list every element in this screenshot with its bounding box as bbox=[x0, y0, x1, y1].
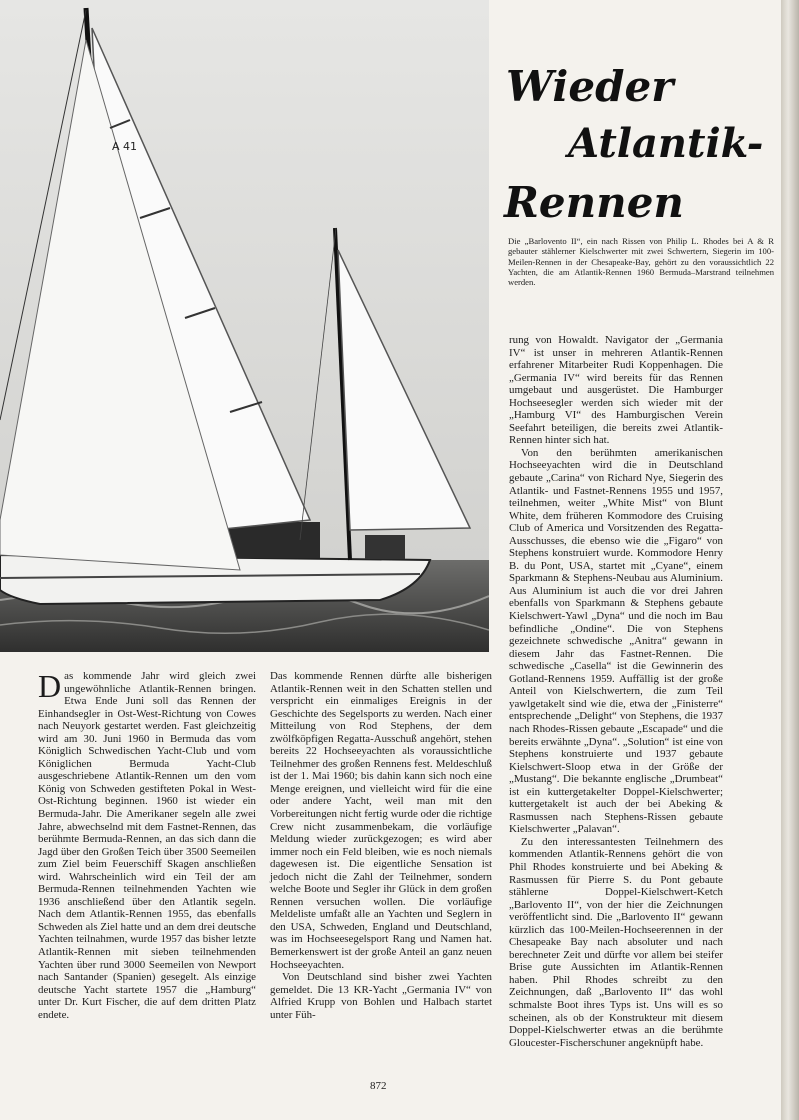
headline-line-3: Rennen bbox=[504, 178, 684, 227]
paragraph: Das kommende Jahr wird gleich zwei ungewöhnliche Atlantik-Rennen bringen. Etwa Ende Juni soll das Rennen der Einhandsegler in Ost-West-Richtung von Cowes nach Neuyork gestartet werden. Fast gleichzeitig wird am 30. Juni 1960 in Bermuda das vom Königlich Schwedischen Yacht-Club und vom Königlichen Bermuda Yacht-Club ausgeschriebene Atlantik-Rennen um den vom König von Schweden gestifteten Pokal in West-Ost-Richtung beginnen. 1960 ist wieder ein Bermuda-Jahr. Die Amerikaner segeln alle zwei Jahre, abwechselnd mit dem Fastnet-Rennen, das berühmte Bermuda-Rennen, an das sich dann die Jagd über den Großen Teich über 3500 Seemeilen zum Ziel beim Feuerschiff Skagen anschließen wird. Wahrscheinlich wird ein Teil der am Bermuda-Rennen teilnehmenden Yachten wie 1936 anschließend über den Atlantik segeln. Nach dem Atlantik-Rennen 1955, das ebenfalls Schweden als Ziel hatte und an dem drei deutsche Yachten teilnahmen, wurde 1957 das bisher letzte Atlantik-Rennen mit sieben teilnehmenden Yachten über rund 3000 Seemeilen von Newport nach Santander (Spanien) gesegelt. Als einzige deutsche Yacht startete 1957 die „Hamburg“ unter Dr. Kurt Fischer, die auf dem dritten Platz endete. bbox=[38, 668, 256, 1021]
text-column-1 bbox=[38, 670, 256, 1021]
paragraph: Von Deutschland sind bisher zwei Yachten gemeldet. Die 13 KR-Yacht „Germania IV“ von Alfried Krupp von Bohlen und Halbach startet unter Füh- bbox=[270, 971, 492, 1021]
paragraph: Von den berühmten amerikanischen Hochseeyachten wird die in Deutschland gebaute „Carina“ von Richard Nye, Siegerin des Atlantik- und Fastnet-Rennens 1955 und 1957, teilnehmen, weiter „White Mist“ von Blunt White, dem früheren Kommodore des Cruising Club of America und Vorsitzenden des Regatta-Ausschusses, die ebenso wie die „Figaro“ von Stephens konstruiert wurde. Kommodore Henry B. du Pont, USA, startet mit „Cyane“, einem Sparkmann & Stephens-Neubau aus Aluminium. Aus Aluminium ist auch die vor drei Jahren ebenfalls von Sparkmann & Stephens gebaute Kielschwert-Yawl „Dyna“ und die noch im Bau befindliche „Ondine“. Die von Stephens gezeichnete schwedische „Anitra“ gewann in diesem Jahr das Fastnet-Rennen. Die schwedische „Casella“ ist die Gewinnerin des Gotland-Rennens 1959. Auffällig ist der große Anteil von Kielschwertern, die zum Teil yawlgetakelt sind wie die, etwa der „Finisterre“ entsprechende „Delight“ von Stephens, die 1937 nach Rhodes-Rissen gebaute „Escapade“ und die bereits erwähnte „Dyna“. „Solution“ ist eine von Stephens konstruierte und 1937 gebaute Kielschwert-Sloop etwa in der Größe der „Mustang“. Die bekannte englische „Drumbeat“ ist ein kuttergetakelter Doppel-Kielschwerter; kuttergetakelt ist auch der bei Abeking & Rasmussen nach Stephens-Rissen gebaute Kielschwerter „Palavan“. bbox=[509, 446, 723, 836]
sail-number: A 41 bbox=[112, 140, 138, 153]
drop-cap: D bbox=[38, 668, 62, 704]
text-column-3 bbox=[509, 334, 723, 1049]
headline-line-2: Atlantik- bbox=[568, 120, 764, 167]
text-column-2 bbox=[270, 670, 492, 1021]
headline-line-1: Wieder bbox=[506, 62, 674, 111]
photo-caption: Die „Barlovento II“, ein nach Rissen von Philip L. Rhodes bei A & R gebauter stählerner Kielschwerter mit zwei Schwertern, Siegerin im 100-Meilen-Rennen in der Chesapeake-Bay, gehört zu den voraussichtlich 22 Yachten, die am Atlantik-Rennen 1960 Bermuda–Marstrand teilnehmen werden. bbox=[508, 236, 774, 288]
paragraph: Zu den interessantesten Teilnehmern des kommenden Atlantik-Rennens gehört die von Phil Rhodes konstruierte und bei Abeking & Rasmussen für Pierre S. du Pont gebaute stählerne Doppel-Kielschwert-Ketch „Barlovento II“, von der hier die Zeichnungen veröffentlicht sind. Die „Barlovento II“ gewann kürzlich das 100-Meilen-Hochseerennen in der Chesapeake Bay nach absoluter und nach berechneter Zeit und dürfte vor allem bei steifer Brise gute Aussichten im Atlantik-Rennen haben. Phil Rhodes schreibt zu den Zeichnungen, daß „Barlovento II“ das wohl schmalste Boot ihres Typs ist. Uns will es so scheinen, als ob der Konstrukteur mit diesem Doppel-Kielschwerter etwas an die berühmte Gloucester-Fischerschuner angeknüpft habe. bbox=[509, 835, 723, 1049]
yacht-photo bbox=[0, 0, 489, 652]
paragraph: rung von Howaldt. Navigator der „Germania IV“ ist unser in mehreren Atlantik-Rennen erfahrener Mitarbeiter Rudi Koppenhagen. Die „Germania IV“ wird bereits für das Rennen umgebaut und ausgerüstet. Die Hamburger Hochseesegler werden sich wieder mit der „Hamburg VI“ des Hamburgischen Verein Seefahrt beteiligen, die bereits zwei Atlantik-Rennen hinter sich hat. bbox=[509, 334, 723, 447]
paragraph: Das kommende Rennen dürfte alle bisherigen Atlantik-Rennen weit in den Schatten stellen und verspricht ein einmaliges Ereignis in der Geschichte des Segelsports zu werden. Nach einer Mitteilung von Rod Stephens, der dem zwölfköpfigen Regatta-Ausschuß angehört, stehen bereits 22 Hochseeyachten als voraussichtliche Teilnehmer des großen Rennens fest. Meldeschluß ist der 1. Mai 1960; bis dahin kann sich noch eine Menge ereignen, und vielleicht wird für die eine oder andere Yacht, weil man mit den Vorbereitungen nicht fertig wurde oder die richtige Crew nicht zusammenbekam, die vorläufige Meldung wieder zurückgezogen; es wird aber immer noch ein Feld bleiben, wie es noch niemals dagewesen ist. Die eigentliche Sensation ist jedoch nicht die Zahl der Teilnehmer, sondern welche Boote und Segler ihr Glück in dem großen Rennen versuchen wollen. Die vorläufige Meldeliste umfaßt alle an Yachten und Seglern in den USA, Schweden, England und Deutschland, was im Hochseesegelsport Rang und Namen hat. Bemerkenswert ist der große Anteil an ganz neuen Hochseeyachten. bbox=[270, 670, 492, 971]
page-edge bbox=[781, 0, 799, 1120]
article-headline bbox=[500, 62, 770, 232]
page-number: 872 bbox=[370, 1080, 387, 1092]
